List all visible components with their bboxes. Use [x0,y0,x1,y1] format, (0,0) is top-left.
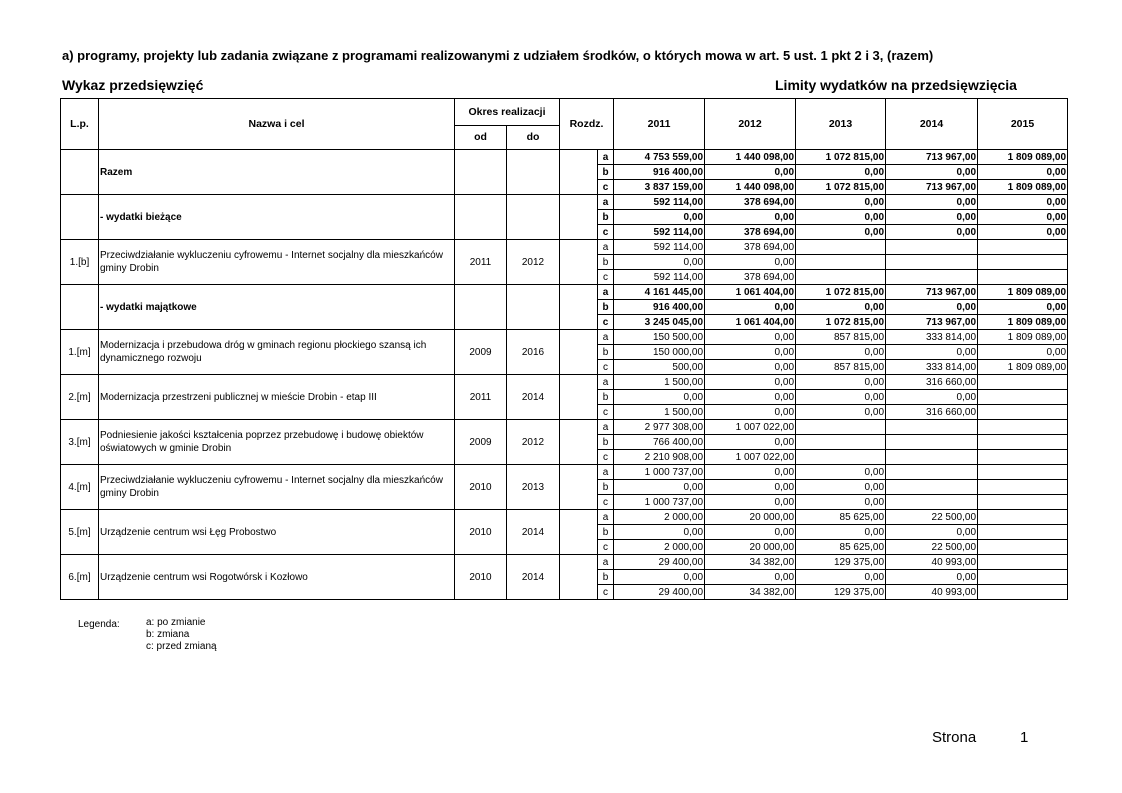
value-cell-2011: 150 000,00 [614,345,705,360]
value-cell-2012: 378 694,00 [705,270,796,285]
value-cell-2015 [978,570,1068,585]
col-to: do [507,126,560,150]
row-chapter [560,285,598,330]
value-cell-2014: 713 967,00 [886,180,978,195]
row-lp: 4.[m] [61,465,99,510]
row-from: 2011 [455,240,507,285]
value-cell-2013 [796,270,886,285]
row-chapter [560,195,598,240]
value-cell-2013: 0,00 [796,570,886,585]
col-lp: L.p. [61,99,99,150]
value-cell-2013: 129 375,00 [796,585,886,600]
value-cell-2011: 0,00 [614,480,705,495]
row-flag: a [598,330,614,345]
value-cell-2012: 0,00 [705,525,796,540]
value-cell-2014: 333 814,00 [886,330,978,345]
row-name: Przeciwdziałanie wykluczeniu cyfrowemu - Internet socjalny dla mieszkańców gminy Drobin [99,465,455,510]
value-cell-2013: 0,00 [796,390,886,405]
value-cell-2011: 500,00 [614,360,705,375]
row-flag: b [598,210,614,225]
row-flag: c [598,585,614,600]
value-cell-2015: 1 809 089,00 [978,360,1068,375]
value-cell-2013: 0,00 [796,195,886,210]
value-cell-2014 [886,465,978,480]
value-cell-2014: 22 500,00 [886,510,978,525]
value-cell-2011: 1 500,00 [614,405,705,420]
value-cell-2012: 0,00 [705,570,796,585]
value-cell-2012: 0,00 [705,465,796,480]
col-chapter: Rozdz. [560,99,614,150]
row-from [455,150,507,195]
row-to: 2013 [507,465,560,510]
row-flag: b [598,435,614,450]
value-cell-2015 [978,540,1068,555]
table-row [61,240,1068,255]
value-cell-2014: 0,00 [886,195,978,210]
row-lp [61,195,99,240]
row-name: Podniesienie jakości kształcenia poprzez przebudowę i budowę obiektów oświatowych w gminie Drobin [99,420,455,465]
row-flag: a [598,510,614,525]
legend-item-b: b: zmiana [146,629,190,640]
value-cell-2015 [978,435,1068,450]
value-cell-2014: 0,00 [886,300,978,315]
value-cell-2011: 0,00 [614,570,705,585]
row-flag: a [598,555,614,570]
value-cell-2013: 0,00 [796,495,886,510]
value-cell-2012: 0,00 [705,255,796,270]
value-cell-2015 [978,390,1068,405]
value-cell-2014 [886,495,978,510]
row-flag: a [598,195,614,210]
row-name: Modernizacja i przebudowa dróg w gminach regionu płockiego szansą ich dynamicznego rozwoju [99,330,455,375]
row-flag: b [598,255,614,270]
value-cell-2015: 1 809 089,00 [978,150,1068,165]
col-from: od [455,126,507,150]
value-cell-2011: 916 400,00 [614,165,705,180]
row-to: 2012 [507,240,560,285]
row-name: - wydatki bieżące [99,195,455,240]
value-cell-2011: 0,00 [614,390,705,405]
value-cell-2014: 316 660,00 [886,375,978,390]
table-body [61,150,1068,600]
value-cell-2011: 1 000 737,00 [614,495,705,510]
value-cell-2011: 4 161 445,00 [614,285,705,300]
value-cell-2015: 1 809 089,00 [978,180,1068,195]
row-flag: b [598,300,614,315]
page-number: 1 [1020,729,1029,746]
row-chapter [560,510,598,555]
value-cell-2013: 857 815,00 [796,360,886,375]
row-chapter [560,375,598,420]
value-cell-2011: 592 114,00 [614,195,705,210]
value-cell-2011: 4 753 559,00 [614,150,705,165]
row-from [455,285,507,330]
row-flag: a [598,375,614,390]
value-cell-2011: 3 837 159,00 [614,180,705,195]
value-cell-2012: 1 440 098,00 [705,180,796,195]
value-cell-2013: 0,00 [796,210,886,225]
value-cell-2012: 0,00 [705,165,796,180]
legend-label: Legenda: [78,619,120,630]
value-cell-2011: 3 245 045,00 [614,315,705,330]
value-cell-2015 [978,480,1068,495]
row-name: Przeciwdziałanie wykluczeniu cyfrowemu - Internet socjalny dla mieszkańców gminy Drobin [99,240,455,285]
row-chapter [560,555,598,600]
value-cell-2012: 0,00 [705,360,796,375]
value-cell-2011: 2 977 308,00 [614,420,705,435]
value-cell-2014: 316 660,00 [886,405,978,420]
row-flag: a [598,420,614,435]
value-cell-2015: 0,00 [978,300,1068,315]
row-to: 2016 [507,330,560,375]
row-flag: c [598,270,614,285]
row-lp: 1.[m] [61,330,99,375]
value-cell-2014: 713 967,00 [886,285,978,300]
table-row [61,465,1068,480]
row-chapter [560,240,598,285]
list-title: Wykaz przedsięwzięć [62,77,204,93]
row-flag: c [598,405,614,420]
value-cell-2013 [796,450,886,465]
row-flag: b [598,345,614,360]
value-cell-2014: 0,00 [886,165,978,180]
row-name: Razem [99,150,455,195]
row-to: 2014 [507,555,560,600]
value-cell-2013: 0,00 [796,300,886,315]
row-lp: 6.[m] [61,555,99,600]
row-flag: b [598,480,614,495]
row-lp: 5.[m] [61,510,99,555]
value-cell-2012: 378 694,00 [705,195,796,210]
value-cell-2013 [796,420,886,435]
row-from: 2009 [455,420,507,465]
row-name: - wydatki majątkowe [99,285,455,330]
row-flag: b [598,525,614,540]
value-cell-2014 [886,480,978,495]
value-cell-2013: 1 072 815,00 [796,315,886,330]
value-cell-2011: 0,00 [614,255,705,270]
value-cell-2012: 20 000,00 [705,540,796,555]
row-flag: c [598,495,614,510]
row-chapter [560,420,598,465]
table-row [61,330,1068,345]
value-cell-2015 [978,255,1068,270]
value-cell-2013: 857 815,00 [796,330,886,345]
row-chapter [560,150,598,195]
row-to: 2012 [507,420,560,465]
row-flag: c [598,315,614,330]
value-cell-2015 [978,240,1068,255]
col-period: Okres realizacji [455,99,560,126]
legend-item-a: a: po zmianie [146,617,206,628]
row-name: Modernizacja przestrzeni publicznej w mieście Drobin - etap III [99,375,455,420]
value-cell-2012: 0,00 [705,375,796,390]
value-cell-2011: 1 500,00 [614,375,705,390]
value-cell-2014: 0,00 [886,570,978,585]
value-cell-2014: 0,00 [886,345,978,360]
value-cell-2012: 0,00 [705,330,796,345]
value-cell-2011: 0,00 [614,525,705,540]
value-cell-2012: 0,00 [705,495,796,510]
value-cell-2013: 85 625,00 [796,510,886,525]
value-cell-2014: 40 993,00 [886,585,978,600]
value-cell-2011: 29 400,00 [614,585,705,600]
value-cell-2012: 0,00 [705,480,796,495]
projects-table [60,98,1068,600]
table-row [61,195,1068,210]
value-cell-2014: 0,00 [886,390,978,405]
row-to [507,150,560,195]
value-cell-2011: 592 114,00 [614,270,705,285]
row-lp [61,150,99,195]
legend-item-c: c: przed zmianą [146,641,217,652]
value-cell-2011: 2 000,00 [614,510,705,525]
value-cell-2012: 378 694,00 [705,240,796,255]
value-cell-2015: 0,00 [978,165,1068,180]
value-cell-2012: 0,00 [705,435,796,450]
col-year-2014: 2014 [886,99,978,150]
value-cell-2014: 713 967,00 [886,315,978,330]
value-cell-2014: 333 814,00 [886,360,978,375]
row-to [507,195,560,240]
value-cell-2011: 766 400,00 [614,435,705,450]
table-row [61,150,1068,165]
value-cell-2015: 0,00 [978,225,1068,240]
row-flag: c [598,225,614,240]
value-cell-2015 [978,270,1068,285]
row-flag: a [598,285,614,300]
value-cell-2011: 916 400,00 [614,300,705,315]
value-cell-2015 [978,585,1068,600]
row-flag: b [598,570,614,585]
value-cell-2014 [886,240,978,255]
value-cell-2015: 1 809 089,00 [978,285,1068,300]
value-cell-2013: 0,00 [796,165,886,180]
value-cell-2011: 150 500,00 [614,330,705,345]
value-cell-2014: 0,00 [886,525,978,540]
row-from: 2009 [455,330,507,375]
table-row [61,555,1068,570]
value-cell-2011: 2 210 908,00 [614,450,705,465]
value-cell-2012: 0,00 [705,300,796,315]
value-cell-2014 [886,420,978,435]
col-year-2013: 2013 [796,99,886,150]
value-cell-2013: 0,00 [796,345,886,360]
value-cell-2013: 0,00 [796,465,886,480]
value-cell-2012: 20 000,00 [705,510,796,525]
value-cell-2013: 1 072 815,00 [796,150,886,165]
row-flag: a [598,465,614,480]
row-from [455,195,507,240]
row-from: 2010 [455,465,507,510]
col-year-2015: 2015 [978,99,1068,150]
value-cell-2012: 0,00 [705,345,796,360]
value-cell-2014 [886,435,978,450]
row-from: 2010 [455,510,507,555]
row-flag: c [598,450,614,465]
row-lp [61,285,99,330]
value-cell-2013: 0,00 [796,225,886,240]
value-cell-2011: 592 114,00 [614,225,705,240]
value-cell-2014 [886,450,978,465]
row-lp: 1.[b] [61,240,99,285]
value-cell-2013: 0,00 [796,405,886,420]
value-cell-2013 [796,435,886,450]
value-cell-2015 [978,465,1068,480]
value-cell-2015: 0,00 [978,210,1068,225]
row-flag: c [598,180,614,195]
table-row [61,420,1068,435]
value-cell-2015 [978,375,1068,390]
limits-title: Limity wydatków na przedsięwzięcia [775,77,1017,93]
value-cell-2015 [978,510,1068,525]
value-cell-2012: 34 382,00 [705,585,796,600]
value-cell-2015 [978,420,1068,435]
value-cell-2011: 2 000,00 [614,540,705,555]
value-cell-2014: 713 967,00 [886,150,978,165]
value-cell-2012: 34 382,00 [705,555,796,570]
legend-list [146,617,217,653]
value-cell-2015 [978,405,1068,420]
value-cell-2013: 1 072 815,00 [796,180,886,195]
row-flag: a [598,240,614,255]
row-flag: b [598,165,614,180]
value-cell-2014: 0,00 [886,210,978,225]
value-cell-2012: 1 061 404,00 [705,315,796,330]
value-cell-2011: 1 000 737,00 [614,465,705,480]
row-chapter [560,465,598,510]
row-from: 2010 [455,555,507,600]
value-cell-2012: 0,00 [705,390,796,405]
row-to: 2014 [507,375,560,420]
value-cell-2015 [978,495,1068,510]
value-cell-2013: 1 072 815,00 [796,285,886,300]
col-name: Nazwa i cel [99,99,455,150]
value-cell-2015 [978,525,1068,540]
row-to [507,285,560,330]
row-flag: b [598,390,614,405]
row-lp: 3.[m] [61,420,99,465]
row-name: Urządzenie centrum wsi Łęg Probostwo [99,510,455,555]
value-cell-2013: 129 375,00 [796,555,886,570]
table-row [61,510,1068,525]
value-cell-2014: 22 500,00 [886,540,978,555]
value-cell-2014: 0,00 [886,225,978,240]
row-flag: a [598,150,614,165]
value-cell-2012: 0,00 [705,405,796,420]
value-cell-2011: 592 114,00 [614,240,705,255]
value-cell-2013 [796,240,886,255]
value-cell-2012: 1 007 022,00 [705,420,796,435]
value-cell-2012: 1 007 022,00 [705,450,796,465]
value-cell-2015: 1 809 089,00 [978,330,1068,345]
row-to: 2014 [507,510,560,555]
value-cell-2012: 0,00 [705,210,796,225]
row-lp: 2.[m] [61,375,99,420]
row-flag: c [598,540,614,555]
value-cell-2013: 85 625,00 [796,540,886,555]
row-from: 2011 [455,375,507,420]
value-cell-2015: 0,00 [978,345,1068,360]
value-cell-2014 [886,270,978,285]
value-cell-2015 [978,450,1068,465]
value-cell-2015: 1 809 089,00 [978,315,1068,330]
col-year-2012: 2012 [705,99,796,150]
value-cell-2011: 29 400,00 [614,555,705,570]
value-cell-2014: 40 993,00 [886,555,978,570]
value-cell-2015 [978,555,1068,570]
row-chapter [560,330,598,375]
value-cell-2013: 0,00 [796,375,886,390]
value-cell-2012: 378 694,00 [705,225,796,240]
value-cell-2013: 0,00 [796,525,886,540]
row-name: Urządzenie centrum wsi Rogotwórsk i Kozłowo [99,555,455,600]
value-cell-2012: 1 061 404,00 [705,285,796,300]
value-cell-2015: 0,00 [978,195,1068,210]
value-cell-2011: 0,00 [614,210,705,225]
row-flag: c [598,360,614,375]
col-year-2011: 2011 [614,99,705,150]
table-row [61,375,1068,390]
section-heading: a) programy, projekty lub zadania związane z programami realizowanymi z udziałem środków, o których mowa w art. 5 ust. 1 pkt 2 i 3, (razem) [62,48,934,63]
table-row [61,285,1068,300]
page-label: Strona [932,729,977,746]
value-cell-2012: 1 440 098,00 [705,150,796,165]
value-cell-2013: 0,00 [796,480,886,495]
value-cell-2013 [796,255,886,270]
value-cell-2014 [886,255,978,270]
